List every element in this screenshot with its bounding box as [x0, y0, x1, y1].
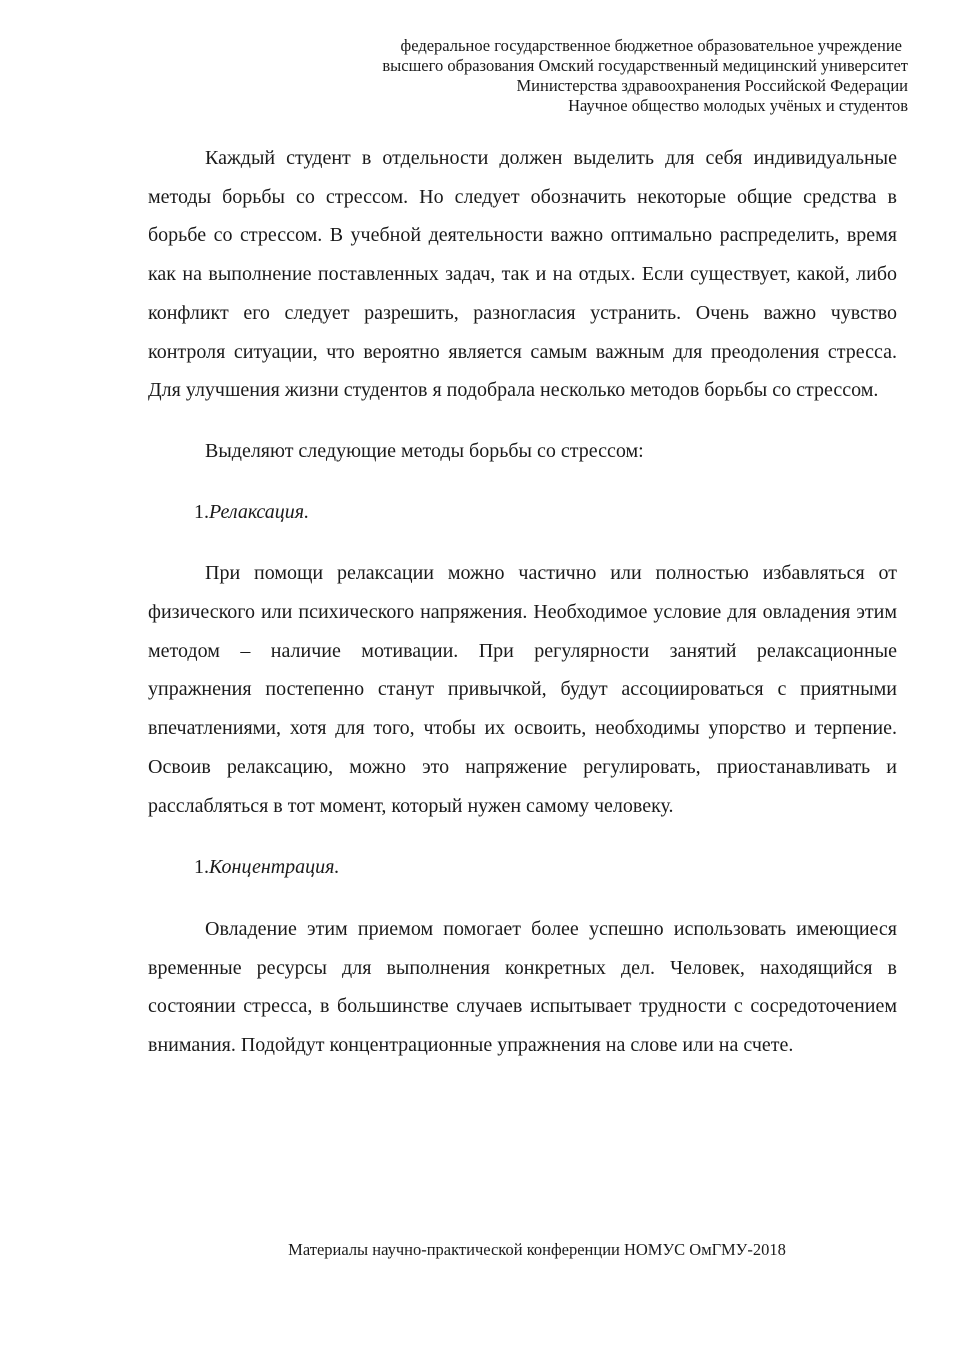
concentration-paragraph: Овладение этим приемом помогает более успешно использовать имеющиеся временные ресурсы для выполнения конкретных дел. Человек, находящийся в состоянии стресса, в большинстве случаев испытывает трудности с сосредоточением внимания. Подойдут концентрационные упражнения на слове или на счете. [148, 917, 897, 1057]
header-line-3: Министерства здравоохранения Российской Федерации [516, 76, 908, 95]
header-line-1: федеральное государственное бюджетное образовательное учреждение [400, 36, 902, 55]
methods-lead: Выделяют следующие методы борьбы со стрессом: [205, 439, 644, 462]
intro-paragraph: Каждый студент в отдельности должен выделить для себя индивидуальные методы борьбы со стрессом. Но следует обозначить некоторые общие средства в борьбе со стрессом. В учебной деятельности важно оптимально распределить, время как на выполнение поставленных задач, так и на отдых. Если существует, какой, либо конфликт его следует разрешить, разногласия устранить. Очень важно чувство контроля ситуации, что вероятно является самым важным для преодоления стресса. Для улучшения жизни студентов я подобрала несколько методов борьбы со стрессом. [148, 147, 897, 402]
method-number: 1. [194, 500, 209, 523]
header-line-2: высшего образования Омский государственный медицинский университет [382, 56, 908, 75]
method-title: Релаксация. [209, 500, 310, 523]
conference-footer: Материалы научно-практической конференции НОМУС ОмГМУ-2018 [288, 1240, 786, 1259]
method-number: 1. [194, 856, 209, 879]
method-heading-relaxation [148, 493, 897, 532]
method-title: Концентрация. [209, 856, 340, 879]
method-heading-concentration [148, 848, 897, 887]
document-body [148, 139, 897, 1065]
institution-header [208, 36, 908, 116]
header-line-4: Научное общество молодых учёных и студентов [568, 96, 908, 115]
relaxation-paragraph: При помощи релаксации можно частично или полностью избавляться от физического или психического напряжения. Необходимое условие для овладения этим методом – наличие мотивации. При регулярности занятий релаксационные упражнения постепенно станут привычкой, будут ассоциироваться с приятными впечатлениями, хотя для того, чтобы их освоить, необходимы упорство и терпение. Освоив релаксацию, можно это напряжение регулировать, приостанавливать и расслабляться в тот момент, который нужен самому человеку. [148, 562, 897, 817]
